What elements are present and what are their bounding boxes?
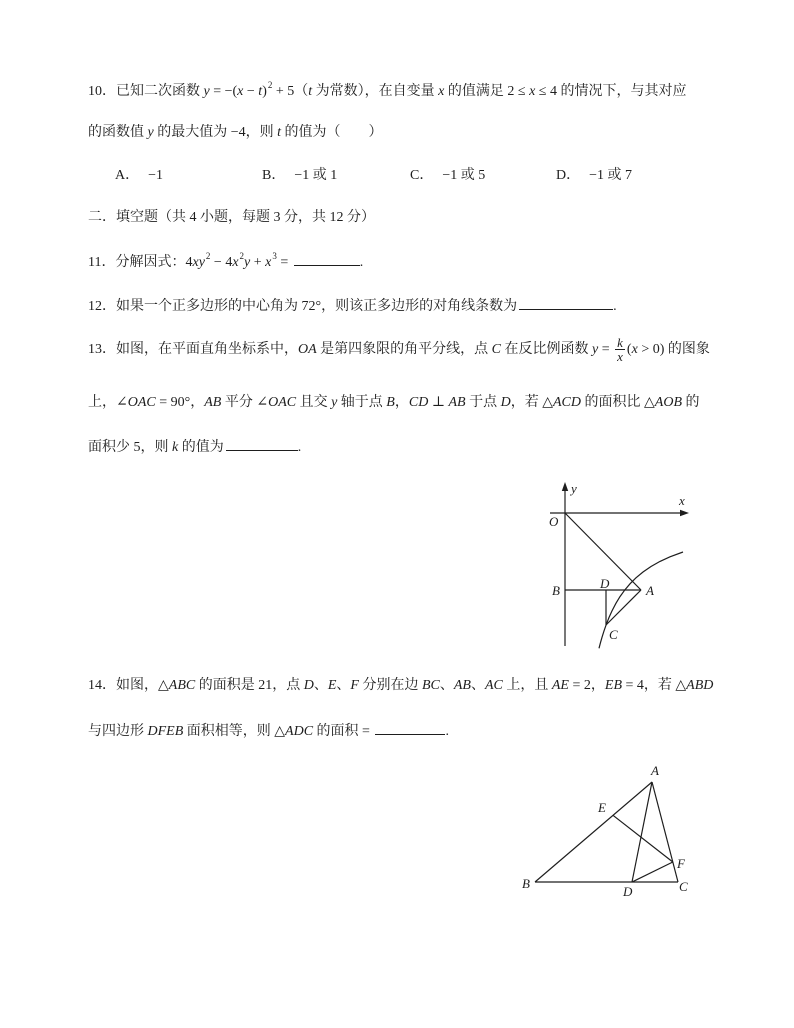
math-variable: y	[331, 395, 338, 410]
math-variable: y	[147, 125, 154, 140]
text-run: = 2，	[568, 678, 605, 693]
text-run: ≤ 4 的情况下，与其对应	[535, 84, 687, 99]
text-run: 13．如图，在平面直角坐标系中，	[88, 342, 298, 357]
text-run: 的	[682, 395, 700, 410]
q10-option-d	[556, 166, 632, 186]
math-variable: AE	[551, 678, 569, 693]
text-run: 的面积是 21，点	[195, 678, 304, 693]
math-variable: ABC	[168, 678, 196, 693]
text-run: 与四边形	[88, 724, 148, 739]
text-run: 的值为	[178, 440, 224, 455]
label-point-e: E	[598, 800, 606, 815]
text-run: ⊥	[428, 395, 449, 410]
option-letter: B．	[262, 168, 286, 183]
math-variable: y	[198, 255, 205, 270]
math-variable: x	[192, 255, 199, 270]
option-letter: D．	[556, 168, 581, 183]
q13-period: .	[297, 440, 302, 455]
segment-ef	[613, 815, 673, 862]
math-variable: k	[172, 440, 179, 455]
math-variable: OAC	[268, 395, 297, 410]
q11-line	[88, 250, 363, 270]
math-variable: x	[237, 84, 244, 99]
answer-blank	[294, 250, 360, 266]
text-run: 的面积 =	[313, 724, 374, 739]
math-variable: t	[308, 84, 313, 99]
text-run: 为常数），在自变量	[312, 84, 439, 99]
text-run: −	[243, 84, 259, 99]
math-variable: t	[258, 84, 263, 99]
math-variable: y	[203, 84, 210, 99]
math-variable: x	[438, 84, 445, 99]
text-run: 、	[336, 678, 351, 693]
q12-period: .	[613, 299, 617, 314]
math-variable: CD	[408, 395, 429, 410]
q12-line	[88, 294, 617, 314]
math-variable: BC	[421, 678, 440, 693]
math-variable: AB	[448, 395, 466, 410]
math-variable: y	[592, 342, 599, 357]
text-run: (	[626, 342, 632, 357]
text-run: 面积相等，则 △	[183, 724, 286, 739]
math-variable: OAC	[127, 395, 156, 410]
answer-blank	[226, 435, 298, 451]
text-run: = −(	[209, 84, 238, 99]
label-point-b: B	[552, 583, 560, 598]
math-variable: F	[350, 678, 359, 693]
x-axis-arrow-icon	[680, 510, 689, 516]
label-y-axis: y	[571, 481, 577, 496]
superscript: 2	[205, 251, 211, 261]
q10-option-c	[410, 166, 485, 186]
text-run: )	[262, 84, 267, 99]
text-run: +	[250, 255, 266, 270]
text-run: 是第四象限的角平分线，点	[316, 342, 492, 357]
text-run: 在反比例函数	[501, 342, 593, 357]
text-run: 的值为（ ）	[281, 125, 383, 140]
label-point-d: D	[623, 884, 633, 899]
text-run: = 90°，	[155, 395, 205, 410]
q13-figure-coordinate-plane	[540, 478, 700, 656]
fraction	[615, 336, 625, 363]
math-variable: ACD	[553, 395, 581, 410]
q14-period: .	[445, 724, 449, 739]
math-variable: x	[232, 255, 239, 270]
option-letter: C．	[410, 168, 434, 183]
label-point-b: B	[522, 876, 530, 891]
math-variable: D	[303, 678, 314, 693]
superscript: 2	[239, 251, 245, 261]
math-variable: ADC	[285, 724, 314, 739]
math-variable: ABD	[686, 678, 714, 693]
math-variable: x	[631, 342, 638, 357]
q12-text	[88, 299, 517, 314]
text-run: 、	[313, 678, 328, 693]
text-run: 平分 ∠	[221, 395, 269, 410]
math-variable: AB	[204, 395, 222, 410]
text-run: = 4，若 △	[622, 678, 687, 693]
q14-stem-line-2	[88, 719, 449, 739]
q13-text	[88, 440, 224, 455]
q13-stem-line-2	[88, 393, 700, 413]
text-run: 的函数值	[88, 125, 148, 140]
q14-stem-line-1	[88, 676, 713, 696]
y-axis-arrow-icon	[562, 482, 568, 491]
text-run: ，	[394, 395, 409, 410]
superscript: 3	[272, 251, 277, 261]
section-heading-fill-in: 二．填空题（共 4 小题，每题 3 分，共 12 分）	[88, 210, 375, 225]
text-run: 上，∠	[88, 395, 128, 410]
text-run: 的最大值为 −4，则	[153, 125, 278, 140]
label-x-axis: x	[679, 493, 685, 508]
q14-figure-triangle	[515, 760, 700, 900]
q14-text	[88, 724, 373, 739]
option-text: −1 或 5	[442, 168, 486, 183]
label-point-a: A	[646, 583, 654, 598]
fraction-numerator: k	[617, 335, 623, 351]
text-run: 、	[439, 678, 454, 693]
label-point-f: F	[677, 856, 685, 871]
text-run: 10．已知二次函数	[88, 84, 204, 99]
option-letter: A．	[115, 168, 140, 183]
q11-period: .	[359, 255, 364, 270]
text-run: 面积少 5，则	[88, 440, 172, 455]
text-run: 、	[470, 678, 485, 693]
q10-stem-line-1	[88, 82, 686, 102]
math-variable: E	[327, 678, 337, 693]
text-run: 上，且	[502, 678, 552, 693]
math-variable: D	[500, 395, 511, 410]
option-text: −1	[148, 168, 164, 183]
text-run: =	[276, 255, 292, 270]
text-run: 轴于点	[337, 395, 387, 410]
text-run: =	[598, 342, 614, 357]
label-point-c: C	[609, 627, 618, 642]
math-variable: AOB	[654, 395, 682, 410]
text-run: 且交	[296, 395, 332, 410]
answer-blank	[519, 294, 613, 310]
math-variable: B	[386, 395, 395, 410]
label-point-c: C	[679, 879, 688, 894]
fraction-denominator: x	[617, 349, 623, 365]
text-run: > 0) 的图象	[637, 342, 710, 357]
text-run: 于点	[465, 395, 501, 410]
math-variable: y	[244, 255, 251, 270]
q10-option-b	[262, 166, 337, 186]
text-run: − 4	[210, 255, 233, 270]
segment-ac	[652, 782, 678, 882]
math-variable: AC	[484, 678, 503, 693]
segment-ac	[606, 590, 641, 625]
text-run: 14．如图，△	[88, 678, 169, 693]
text-run: 11．分解因式：4	[88, 255, 193, 270]
superscript: 2	[267, 80, 273, 90]
q10-option-a	[115, 166, 163, 186]
text-run: 分别在边	[358, 678, 422, 693]
q10-stem-line-2	[88, 123, 383, 143]
label-point-o: O	[549, 514, 559, 529]
math-variable: C	[491, 342, 502, 357]
q11-text	[88, 251, 292, 270]
label-point-d: D	[600, 576, 610, 591]
q13-stem-line-3	[88, 435, 301, 455]
option-text: −1 或 1	[294, 168, 338, 183]
math-variable: EB	[604, 678, 622, 693]
math-variable: x	[529, 84, 536, 99]
text-run: ，若 △	[510, 395, 553, 410]
text-run: 的值满足 2 ≤	[444, 84, 530, 99]
math-variable: OA	[298, 342, 317, 357]
q13-stem-line-1	[88, 335, 710, 365]
text-run: + 5（	[272, 84, 309, 99]
math-variable: x	[265, 255, 272, 270]
math-variable: t	[277, 125, 282, 140]
text-run: 12．如果一个正多边形的中心角为 72°，则该正多边形的对角线条数为	[88, 299, 518, 314]
text-run: 的面积比 △	[581, 395, 655, 410]
answer-blank	[375, 719, 445, 735]
label-point-a: A	[651, 763, 659, 778]
math-variable: AB	[453, 678, 471, 693]
option-text: −1 或 7	[589, 168, 633, 183]
segment-df	[632, 862, 673, 882]
math-variable: DFEB	[147, 724, 184, 739]
